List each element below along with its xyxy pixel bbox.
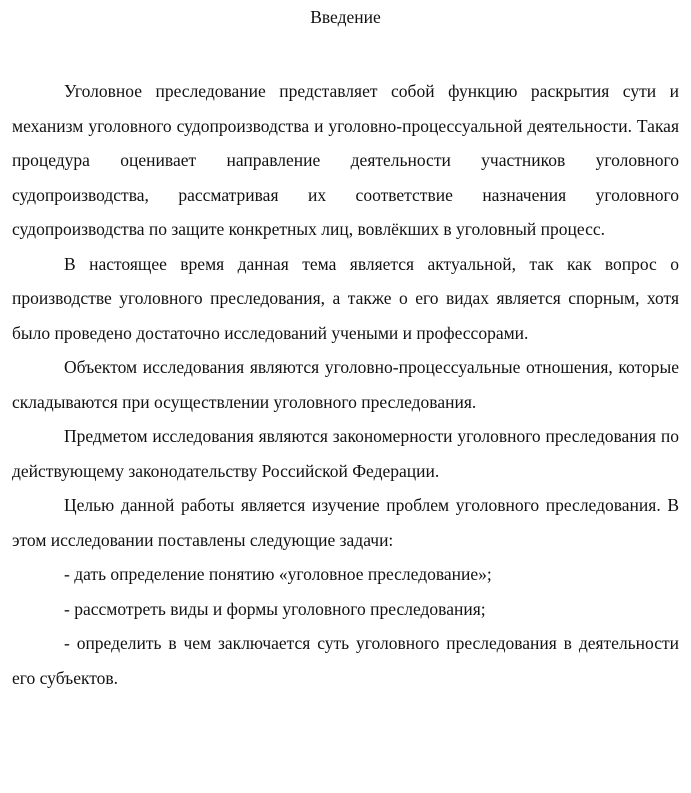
task-item-2: - рассмотреть виды и формы уголовного преследования; (64, 598, 486, 619)
task-item-1: - дать определение понятию «уголовное преследование»; (64, 564, 492, 584)
paragraph-intro: Уголовное преследование представляет собой функцию раскрытия сути и механизм уголовного судопроизводства и уголовно-процессуальной деятельности. Такая процедура оценивает направление деятельности участников уголовного судопроизводства, рассматривая их соответствие назначения уголовного судопроизводства по защите конкретных лиц, вовлёкших в уголовный процесс. (12, 81, 679, 239)
paragraph-relevance: В настоящее время данная тема является актуальной, так как вопрос о производстве уголовного преследования, а также о его видах является спорным, хотя было проведено достаточно исследований учеными и профессорами. (12, 253, 679, 343)
paragraph-subject: Предметом исследования являются закономерности уголовного преследования по действующему законодательству Российской Федерации. (12, 426, 679, 481)
paragraph-object: Объектом исследования являются уголовно-процессуальные отношения, которые складываются при осуществлении уголовного преследования. (12, 357, 679, 412)
task-item-3: - определить в чем заключается суть уголовного преследования в деятельности его субъектов. (12, 633, 679, 688)
document-body (12, 74, 679, 695)
document-title: Введение (310, 7, 381, 27)
paragraph-goal: Целью данной работы является изучение проблем уголовного преследования. В этом исследовании поставлены следующие задачи: (12, 495, 679, 550)
